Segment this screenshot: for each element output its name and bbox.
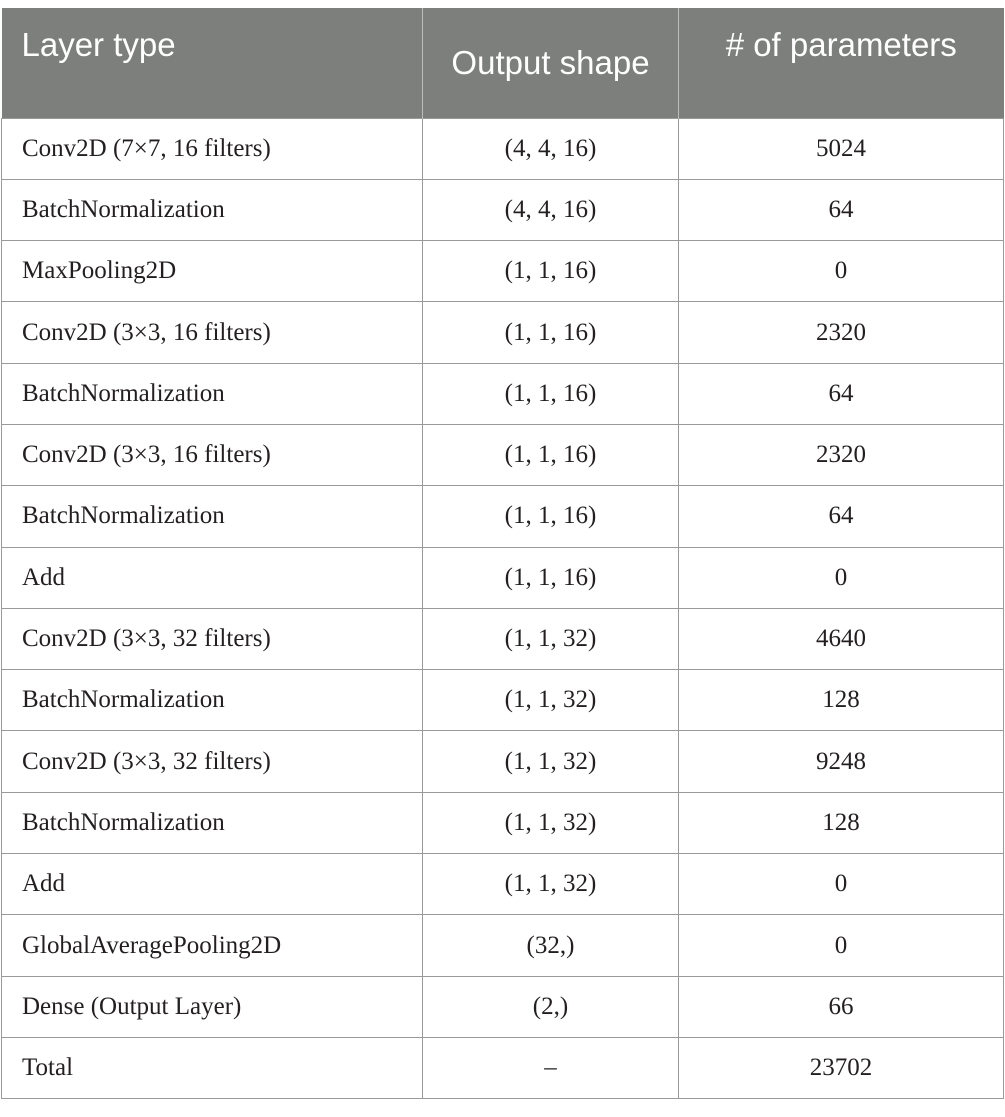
cell-layer-type: Conv2D (3×3, 16 filters) <box>2 302 423 363</box>
cell-num-params: 0 <box>679 547 1004 608</box>
layers-table <box>1 8 1004 1099</box>
table-row <box>2 608 1004 669</box>
cell-num-params: 64 <box>679 486 1004 547</box>
cell-layer-type: Total <box>2 1037 423 1098</box>
cell-output-shape: (4, 4, 16) <box>423 179 679 240</box>
cell-output-shape: (1, 1, 32) <box>423 792 679 853</box>
table-row <box>2 486 1004 547</box>
cell-output-shape: (1, 1, 32) <box>423 608 679 669</box>
cell-num-params: 2320 <box>679 424 1004 485</box>
table-row <box>2 547 1004 608</box>
table-row <box>2 670 1004 731</box>
cell-num-params: 23702 <box>679 1037 1004 1098</box>
table-row <box>2 854 1004 915</box>
table-header <box>2 8 1004 118</box>
table-row <box>2 179 1004 240</box>
cell-num-params: 4640 <box>679 608 1004 669</box>
table-row <box>2 915 1004 976</box>
cell-output-shape: (1, 1, 16) <box>423 302 679 363</box>
cell-output-shape: (4, 4, 16) <box>423 118 679 179</box>
table-row <box>2 302 1004 363</box>
header-layer-type: Layer type <box>2 8 423 118</box>
cell-layer-type: BatchNormalization <box>2 363 423 424</box>
cell-output-shape: (2,) <box>423 976 679 1037</box>
cell-output-shape: (1, 1, 16) <box>423 363 679 424</box>
cell-num-params: 5024 <box>679 118 1004 179</box>
cell-layer-type: Conv2D (7×7, 16 filters) <box>2 118 423 179</box>
cell-num-params: 0 <box>679 915 1004 976</box>
table-body <box>2 118 1004 1099</box>
cell-layer-type: MaxPooling2D <box>2 241 423 302</box>
table-row <box>2 118 1004 179</box>
cell-output-shape: (1, 1, 32) <box>423 731 679 792</box>
cell-layer-type: Conv2D (3×3, 16 filters) <box>2 424 423 485</box>
cell-layer-type: BatchNormalization <box>2 670 423 731</box>
table-row <box>2 363 1004 424</box>
cell-layer-type: BatchNormalization <box>2 179 423 240</box>
cell-output-shape: (32,) <box>423 915 679 976</box>
cell-num-params: 64 <box>679 363 1004 424</box>
cell-num-params: 128 <box>679 792 1004 853</box>
header-output-shape: Output shape <box>423 8 679 118</box>
cell-output-shape: (1, 1, 16) <box>423 547 679 608</box>
cell-layer-type: BatchNormalization <box>2 792 423 853</box>
cell-num-params: 0 <box>679 241 1004 302</box>
cell-layer-type: Conv2D (3×3, 32 filters) <box>2 731 423 792</box>
table-row <box>2 792 1004 853</box>
cell-num-params: 9248 <box>679 731 1004 792</box>
cell-output-shape: – <box>423 1037 679 1098</box>
table-row <box>2 731 1004 792</box>
table-row <box>2 1037 1004 1098</box>
cell-num-params: 2320 <box>679 302 1004 363</box>
header-num-params: # of parameters <box>679 8 1004 118</box>
cell-output-shape: (1, 1, 32) <box>423 854 679 915</box>
cell-layer-type: Dense (Output Layer) <box>2 976 423 1037</box>
cell-layer-type: Add <box>2 854 423 915</box>
table-row <box>2 976 1004 1037</box>
cell-output-shape: (1, 1, 16) <box>423 424 679 485</box>
cell-output-shape: (1, 1, 32) <box>423 670 679 731</box>
cell-output-shape: (1, 1, 16) <box>423 486 679 547</box>
cell-layer-type: Add <box>2 547 423 608</box>
cell-layer-type: Conv2D (3×3, 32 filters) <box>2 608 423 669</box>
cell-num-params: 0 <box>679 854 1004 915</box>
cell-num-params: 128 <box>679 670 1004 731</box>
cell-layer-type: BatchNormalization <box>2 486 423 547</box>
cell-layer-type: GlobalAveragePooling2D <box>2 915 423 976</box>
cell-num-params: 66 <box>679 976 1004 1037</box>
table-row <box>2 241 1004 302</box>
header-row <box>2 8 1004 118</box>
cell-output-shape: (1, 1, 16) <box>423 241 679 302</box>
table-row <box>2 424 1004 485</box>
cell-num-params: 64 <box>679 179 1004 240</box>
